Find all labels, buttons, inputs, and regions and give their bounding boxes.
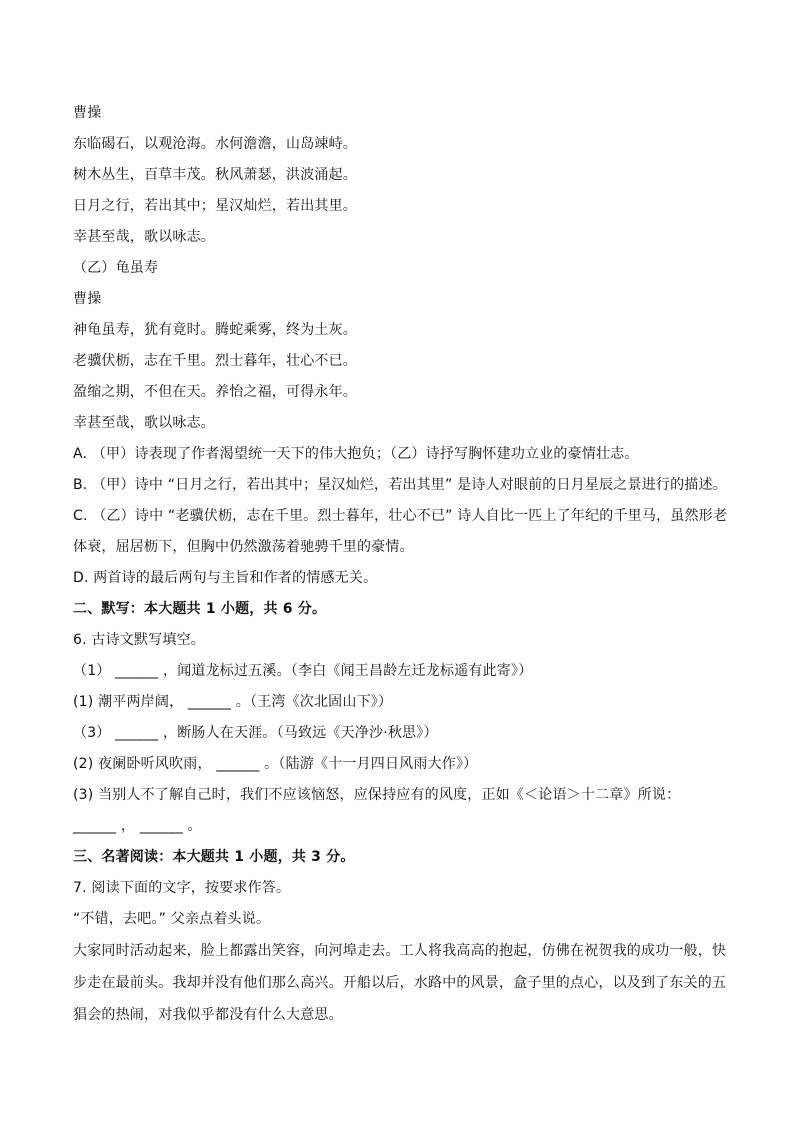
passage-line-3: 猖会的热闹，对我似乎都没有什么大意思。 [73, 1007, 343, 1023]
poem-b-line-4: 幸甚至哉，歌以咏志。 [73, 415, 215, 431]
q6-item-5-blanks: ______ ， ______ 。 [73, 818, 202, 834]
section-3-heading: 三、名著阅读：本大题共 1 小题，共 3 分。 [73, 849, 355, 865]
option-b: B. （甲）诗中 “日月之行，若出其中；星汉灿烂，若出其里” 是诗人对眼前的日月星辰之景进行的描述。 [73, 477, 727, 493]
q6-item-1: （1） ______ ，闻道龙标过五溪。（李白《闻王昌龄左迁龙标遥有此寄》） [73, 663, 533, 679]
option-a: A. （甲）诗表现了作者渴望统一天下的伟大抱负；（乙）诗抒写胸怀建功立业的豪情壮志。 [73, 446, 639, 462]
poem-a-line-2: 树木丛生，百草丰茂。秋风萧瑟，洪波涌起。 [73, 167, 357, 183]
poem-a-line-3: 日月之行，若出其中；星汉灿烂，若出其里。 [73, 198, 357, 214]
option-c-line-1: C. （乙）诗中 “老骥伏枥，志在千里。烈士暮年，壮心不已” 诗人自比一匹上了年纪的千里马，虽然形老 [73, 508, 728, 524]
poem-b-line-1: 神龟虽寿，犹有竟时。腾蛇乘雾，终为土灰。 [73, 322, 357, 338]
section-2-heading: 二、默写：本大题共 1 小题，共 6 分。 [73, 601, 327, 617]
q6-item-2: (1) 潮平两岸阔， ______ 。（王湾《次北固山下》） [73, 694, 393, 710]
poem-b-line-3: 盈缩之期，不但在天。养怡之福，可得永年。 [73, 384, 357, 400]
q6-item-4: (2) 夜阑卧听风吹雨， ______ 。（陆游《十一月四日风雨大作》） [73, 756, 478, 772]
poem-a-line-4: 幸甚至哉，歌以咏志。 [73, 229, 215, 245]
poem-a-line-1: 东临碣石，以观沧海。水何澹澹，山岛竦峙。 [73, 136, 357, 152]
option-c-line-2: 体衰，屈居枥下，但胸中仍然激荡着驰骋千里的豪情。 [73, 539, 414, 555]
question-7: 7. 阅读下面的文字，按要求作答。 [73, 880, 291, 896]
passage-quote: “不错，去吧。” 父亲点着头说。 [73, 911, 271, 927]
poem-b-title: （乙）龟虽寿 [73, 260, 159, 276]
option-d: D. 两首诗的最后两句与主旨和作者的情感无关。 [73, 570, 378, 586]
poem-a-author: 曹操 [73, 105, 102, 121]
poem-b-line-2: 老骥伏枥，志在千里。烈士暮年，壮心不已。 [73, 353, 357, 369]
q6-item-3: （3） ______ ，断肠人在天涯。（马致远《天净沙·秋思》） [73, 725, 438, 741]
passage-line-1: 大家同时活动起来，脸上都露出笑容，向河埠走去。工人将我高高的抱起，仿佛在祝贺我的成功一般，快 [73, 943, 727, 959]
q6-item-5: (3) 当别人不了解自己时，我们不应该恼怒，应保持应有的风度，正如《＜论语＞十二章》所说： [73, 787, 681, 803]
question-6: 6. 古诗文默写填空。 [73, 632, 206, 648]
passage-line-2: 步走在最前头。我却并没有他们那么高兴。开船以后，水路中的风景，盒子里的点心，以及到了东关的五 [73, 975, 727, 991]
poem-b-author: 曹操 [73, 291, 102, 307]
document-page [73, 98, 728, 1031]
